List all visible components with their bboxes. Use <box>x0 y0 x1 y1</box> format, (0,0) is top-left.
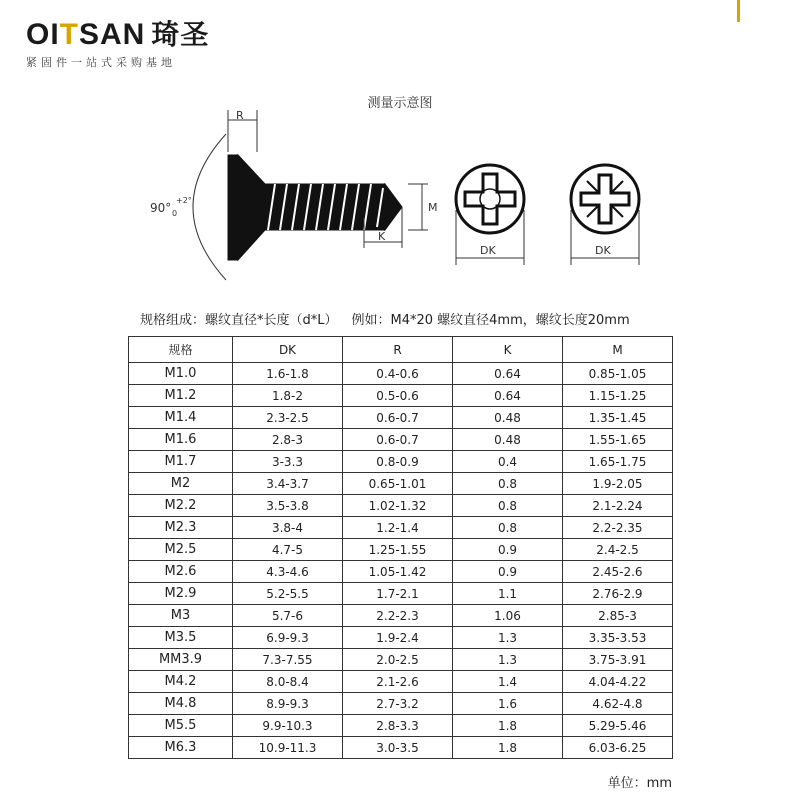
table-row <box>129 737 673 759</box>
table-row <box>129 517 673 539</box>
cell-size: MM3.9 <box>129 649 233 671</box>
cell-dk: 3.4-3.7 <box>233 473 343 495</box>
cell-m: 1.9-2.05 <box>563 473 673 495</box>
cell-k: 1.3 <box>453 627 563 649</box>
cell-m: 1.35-1.45 <box>563 407 673 429</box>
cell-k: 0.9 <box>453 539 563 561</box>
table-row <box>129 451 673 473</box>
cell-dk: 7.3-7.55 <box>233 649 343 671</box>
table-row <box>129 649 673 671</box>
cell-k: 1.3 <box>453 649 563 671</box>
table-row <box>129 429 673 451</box>
cell-k: 1.6 <box>453 693 563 715</box>
label-m: M <box>428 201 438 214</box>
cell-m: 2.2-2.35 <box>563 517 673 539</box>
cell-size: M2.9 <box>129 583 233 605</box>
cell-r: 0.4-0.6 <box>343 363 453 385</box>
cell-r: 0.6-0.7 <box>343 407 453 429</box>
header-size: 规格 <box>129 337 233 363</box>
cell-r: 3.0-3.5 <box>343 737 453 759</box>
cell-dk: 1.6-1.8 <box>233 363 343 385</box>
cell-size: M1.0 <box>129 363 233 385</box>
cell-dk: 5.2-5.5 <box>233 583 343 605</box>
cell-k: 0.8 <box>453 473 563 495</box>
cell-size: M2.3 <box>129 517 233 539</box>
cell-k: 1.8 <box>453 715 563 737</box>
phillips-head-top-view <box>456 165 524 233</box>
label-angle-tolerance-upper: +2° <box>176 196 192 205</box>
spec-table <box>128 336 673 759</box>
cell-m: 3.75-3.91 <box>563 649 673 671</box>
cell-k: 0.48 <box>453 429 563 451</box>
table-row <box>129 583 673 605</box>
header-r: R <box>343 337 453 363</box>
cell-k: 1.1 <box>453 583 563 605</box>
cell-size: M2.6 <box>129 561 233 583</box>
cell-m: 1.15-1.25 <box>563 385 673 407</box>
label-k: K <box>378 230 386 243</box>
cell-m: 2.85-3 <box>563 605 673 627</box>
cell-size: M3 <box>129 605 233 627</box>
table-row <box>129 363 673 385</box>
cell-r: 0.6-0.7 <box>343 429 453 451</box>
cell-r: 2.2-2.3 <box>343 605 453 627</box>
table-header-row <box>129 337 673 363</box>
label-r: R <box>236 109 244 122</box>
cell-size: M1.2 <box>129 385 233 407</box>
cell-size: M5.5 <box>129 715 233 737</box>
cell-r: 0.65-1.01 <box>343 473 453 495</box>
screw-side-view <box>228 155 402 260</box>
cell-r: 2.1-2.6 <box>343 671 453 693</box>
cell-m: 2.76-2.9 <box>563 583 673 605</box>
table-row <box>129 627 673 649</box>
cell-r: 0.8-0.9 <box>343 451 453 473</box>
header-k: K <box>453 337 563 363</box>
cell-m: 3.35-3.53 <box>563 627 673 649</box>
logo-chinese: 琦圣 <box>151 19 210 50</box>
pozidriv-head-top-view <box>571 165 639 233</box>
cell-r: 0.5-0.6 <box>343 385 453 407</box>
table-row <box>129 495 673 517</box>
cell-k: 1.8 <box>453 737 563 759</box>
table-row <box>129 605 673 627</box>
cell-dk: 10.9-11.3 <box>233 737 343 759</box>
label-dk-phillips: DK <box>480 244 496 257</box>
cell-k: 0.9 <box>453 561 563 583</box>
cell-k: 1.4 <box>453 671 563 693</box>
logo-slogan: 紧固件一站式采购基地 <box>26 56 176 69</box>
cell-size: M6.3 <box>129 737 233 759</box>
cell-m: 5.29-5.46 <box>563 715 673 737</box>
corner-accent-mark <box>737 0 740 22</box>
cell-dk: 2.3-2.5 <box>233 407 343 429</box>
cell-dk: 6.9-9.3 <box>233 627 343 649</box>
cell-k: 0.48 <box>453 407 563 429</box>
diagram-title: 测量示意图 <box>367 96 433 111</box>
cell-dk: 5.7-6 <box>233 605 343 627</box>
spec-example-label: 例如：M4*20 螺纹直径4mm，螺纹长度20mm <box>351 313 630 328</box>
cell-k: 0.4 <box>453 451 563 473</box>
cell-size: M1.6 <box>129 429 233 451</box>
cell-size: M1.7 <box>129 451 233 473</box>
table-row <box>129 693 673 715</box>
cell-r: 1.9-2.4 <box>343 627 453 649</box>
cell-m: 0.85-1.05 <box>563 363 673 385</box>
cell-dk: 1.8-2 <box>233 385 343 407</box>
label-angle: 90° <box>150 201 172 215</box>
logo-latin-part: SAN <box>79 18 146 51</box>
spec-table-body <box>129 363 673 759</box>
cell-r: 1.7-2.1 <box>343 583 453 605</box>
cell-r: 2.8-3.3 <box>343 715 453 737</box>
label-angle-tolerance-lower: 0 <box>172 209 178 218</box>
cell-k: 0.8 <box>453 517 563 539</box>
cell-dk: 4.3-4.6 <box>233 561 343 583</box>
unit-label: 单位：mm <box>607 776 672 791</box>
brand-logo <box>26 20 209 70</box>
logo-latin-part: OI <box>26 18 60 51</box>
cell-size: M2.2 <box>129 495 233 517</box>
header-dk: DK <box>233 337 343 363</box>
cell-k: 0.64 <box>453 385 563 407</box>
cell-k: 0.64 <box>453 363 563 385</box>
cell-dk: 2.8-3 <box>233 429 343 451</box>
cell-size: M4.8 <box>129 693 233 715</box>
table-row <box>129 671 673 693</box>
table-row <box>129 473 673 495</box>
cell-m: 4.04-4.22 <box>563 671 673 693</box>
cell-dk: 3-3.3 <box>233 451 343 473</box>
cell-m: 2.1-2.24 <box>563 495 673 517</box>
cell-m: 6.03-6.25 <box>563 737 673 759</box>
cell-r: 1.05-1.42 <box>343 561 453 583</box>
label-dk-pozidriv: DK <box>595 244 611 257</box>
header-m: M <box>563 337 673 363</box>
cell-m: 4.62-4.8 <box>563 693 673 715</box>
cell-dk: 8.9-9.3 <box>233 693 343 715</box>
cell-m: 2.45-2.6 <box>563 561 673 583</box>
cell-dk: 3.5-3.8 <box>233 495 343 517</box>
spec-format-line <box>140 309 630 328</box>
cell-r: 1.02-1.32 <box>343 495 453 517</box>
logo-latin-accent: T <box>59 18 79 51</box>
cell-size: M2.5 <box>129 539 233 561</box>
cell-size: M3.5 <box>129 627 233 649</box>
cell-r: 2.7-3.2 <box>343 693 453 715</box>
cell-k: 1.06 <box>453 605 563 627</box>
table-row <box>129 407 673 429</box>
cell-dk: 4.7-5 <box>233 539 343 561</box>
cell-m: 2.4-2.5 <box>563 539 673 561</box>
table-row <box>129 561 673 583</box>
cell-dk: 3.8-4 <box>233 517 343 539</box>
logo-wordmark <box>26 20 209 50</box>
table-row <box>129 715 673 737</box>
spec-format-label: 规格组成：螺纹直径*长度（d*L） <box>140 313 338 328</box>
cell-size: M4.2 <box>129 671 233 693</box>
measurement-diagram <box>140 100 660 285</box>
cell-r: 2.0-2.5 <box>343 649 453 671</box>
table-row <box>129 539 673 561</box>
cell-size: M1.4 <box>129 407 233 429</box>
cell-dk: 8.0-8.4 <box>233 671 343 693</box>
cell-m: 1.55-1.65 <box>563 429 673 451</box>
cell-r: 1.2-1.4 <box>343 517 453 539</box>
cell-m: 1.65-1.75 <box>563 451 673 473</box>
cell-r: 1.25-1.55 <box>343 539 453 561</box>
cell-dk: 9.9-10.3 <box>233 715 343 737</box>
cell-size: M2 <box>129 473 233 495</box>
cell-k: 0.8 <box>453 495 563 517</box>
table-row <box>129 385 673 407</box>
